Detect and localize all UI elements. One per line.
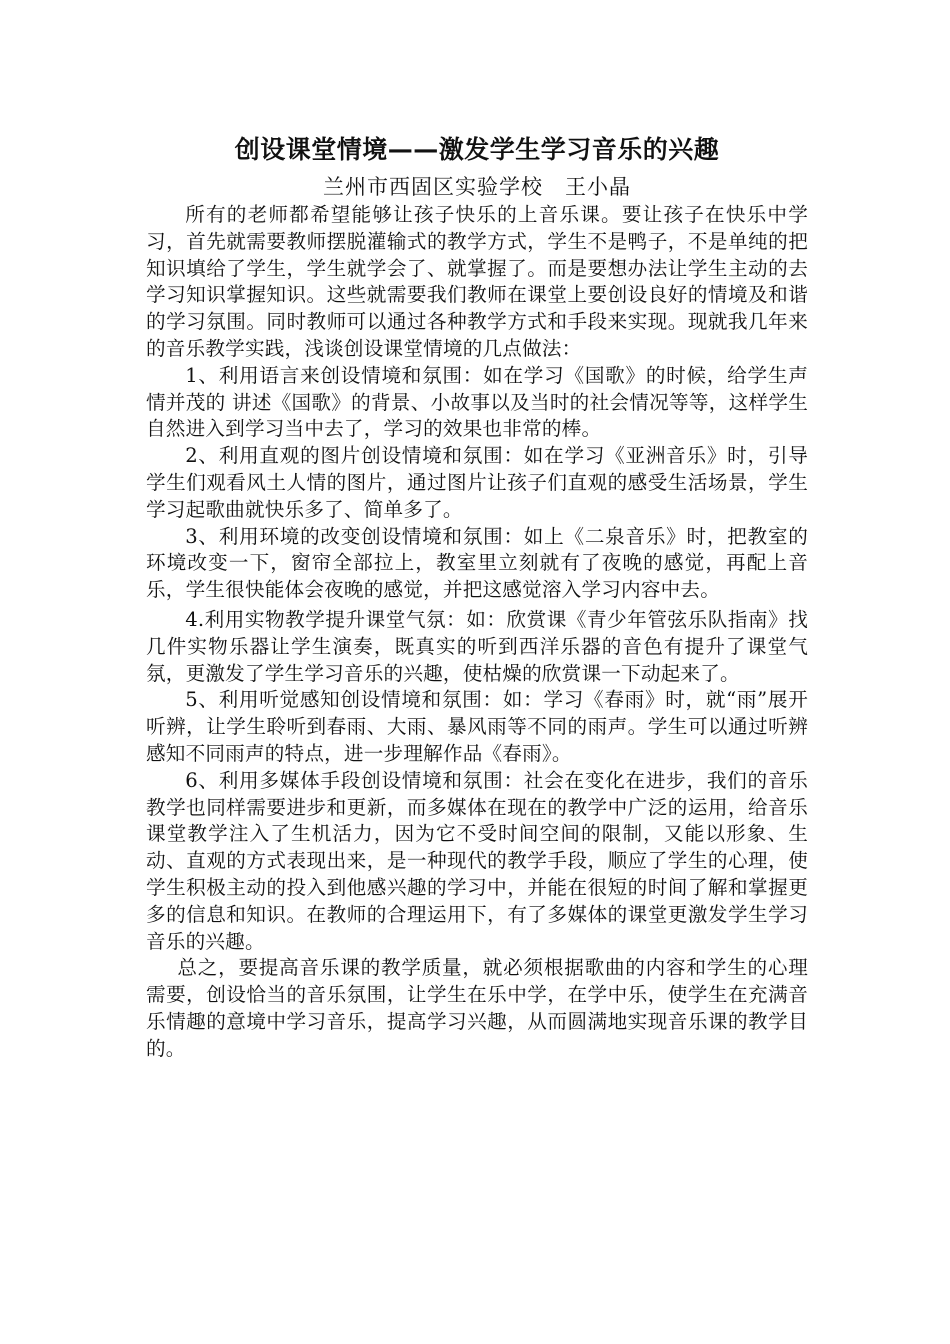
document-title: 创设课堂情境——激发学生学习音乐的兴趣 [234,135,720,164]
paragraph-method-2: 2、利用直观的图片创设情境和氛围：如在学习《亚洲音乐》时，引导学生们观看风土人情的图片，通过图片让孩子们直观的感受生活场景，学生学习起歌曲就快乐多了、简单多了。 [146,444,808,521]
document-page [146,130,808,1063]
paragraph-method-5: 5、利用听觉感知创设情境和氛围：如：学习《春雨》时，就“雨”展开听辨，让学生聆听到春雨、大雨、暴风雨等不同的雨声。学生可以通过听辨感知不同雨声的特点，进一步理解作品《春雨》。 [146,688,808,765]
author-byline: 兰州市西固区实验学校 王小晶 [323,175,631,199]
paragraph-intro: 所有的老师都希望能够让孩子快乐的上音乐课。要让孩子在快乐中学习，首先就需要教师摆脱灌输式的教学方式，学生不是鸭子，不是单纯的把知识填给了学生，学生就学会了、就掌握了。而是要想办法让学生主动的去学习知识掌握知识。这些就需要我们教师在课堂上要创设良好的情境及和谐的学习氛围。同时教师可以通过各种教学方式和手段来实现。现就我几年来的音乐教学实践，浅谈创设课堂情境的几点做法： [146,203,808,360]
paragraph-conclusion: 总之，要提高音乐课的教学质量，就必须根据歌曲的内容和学生的心理需要，创设恰当的音乐氛围，让学生在乐中学，在学中乐，使学生在充满音乐情趣的意境中学习音乐，提高学习兴趣，从而圆满地实现音乐课的教学目的。 [146,956,808,1060]
paragraph-method-1: 1、利用语言来创设情境和氛围：如在学习《国歌》的时候，给学生声情并茂的 讲述《国歌》的背景、小故事以及当时的社会情况等等，这样学生自然进入到学习当中去了，学习的效果也非常的棒。 [146,363,808,441]
paragraph-method-6: 6、利用多媒体手段创设情境和氛围：社会在变化在进步，我们的音乐教学也同样需要进步和更新，而多媒体在现在的教学中广泛的运用，给音乐课堂教学注入了生机活力，因为它不受时间空间的限制，又能以形象、生动、直观的方式表现出来，是一种现代的教学手段，顺应了学生的心理，使学生积极主动的投入到他感兴趣的学习中，并能在很短的时间了解和掌握更多的信息和知识。在教师的合理运用下，有了多媒体的课堂更激发学生学习音乐的兴趣。 [146,768,808,953]
paragraph-method-3: 3、利用环境的改变创设情境和氛围：如上《二泉音乐》时，把教室的环境改变一下，窗帘全部拉上，教室里立刻就有了夜晚的感觉，再配上音乐，学生很快能体会夜晚的感觉，并把这感觉溶入学习内容中去。 [146,524,808,602]
paragraph-method-4: 4.利用实物教学提升课堂气氛：如：欣赏课《青少年管弦乐队指南》找几件实物乐器让学生演奏，既真实的听到西洋乐器的音色有提升了课堂气氛，更激发了学生学习音乐的兴趣，使枯燥的欣赏课一下动起来了。 [146,607,808,685]
